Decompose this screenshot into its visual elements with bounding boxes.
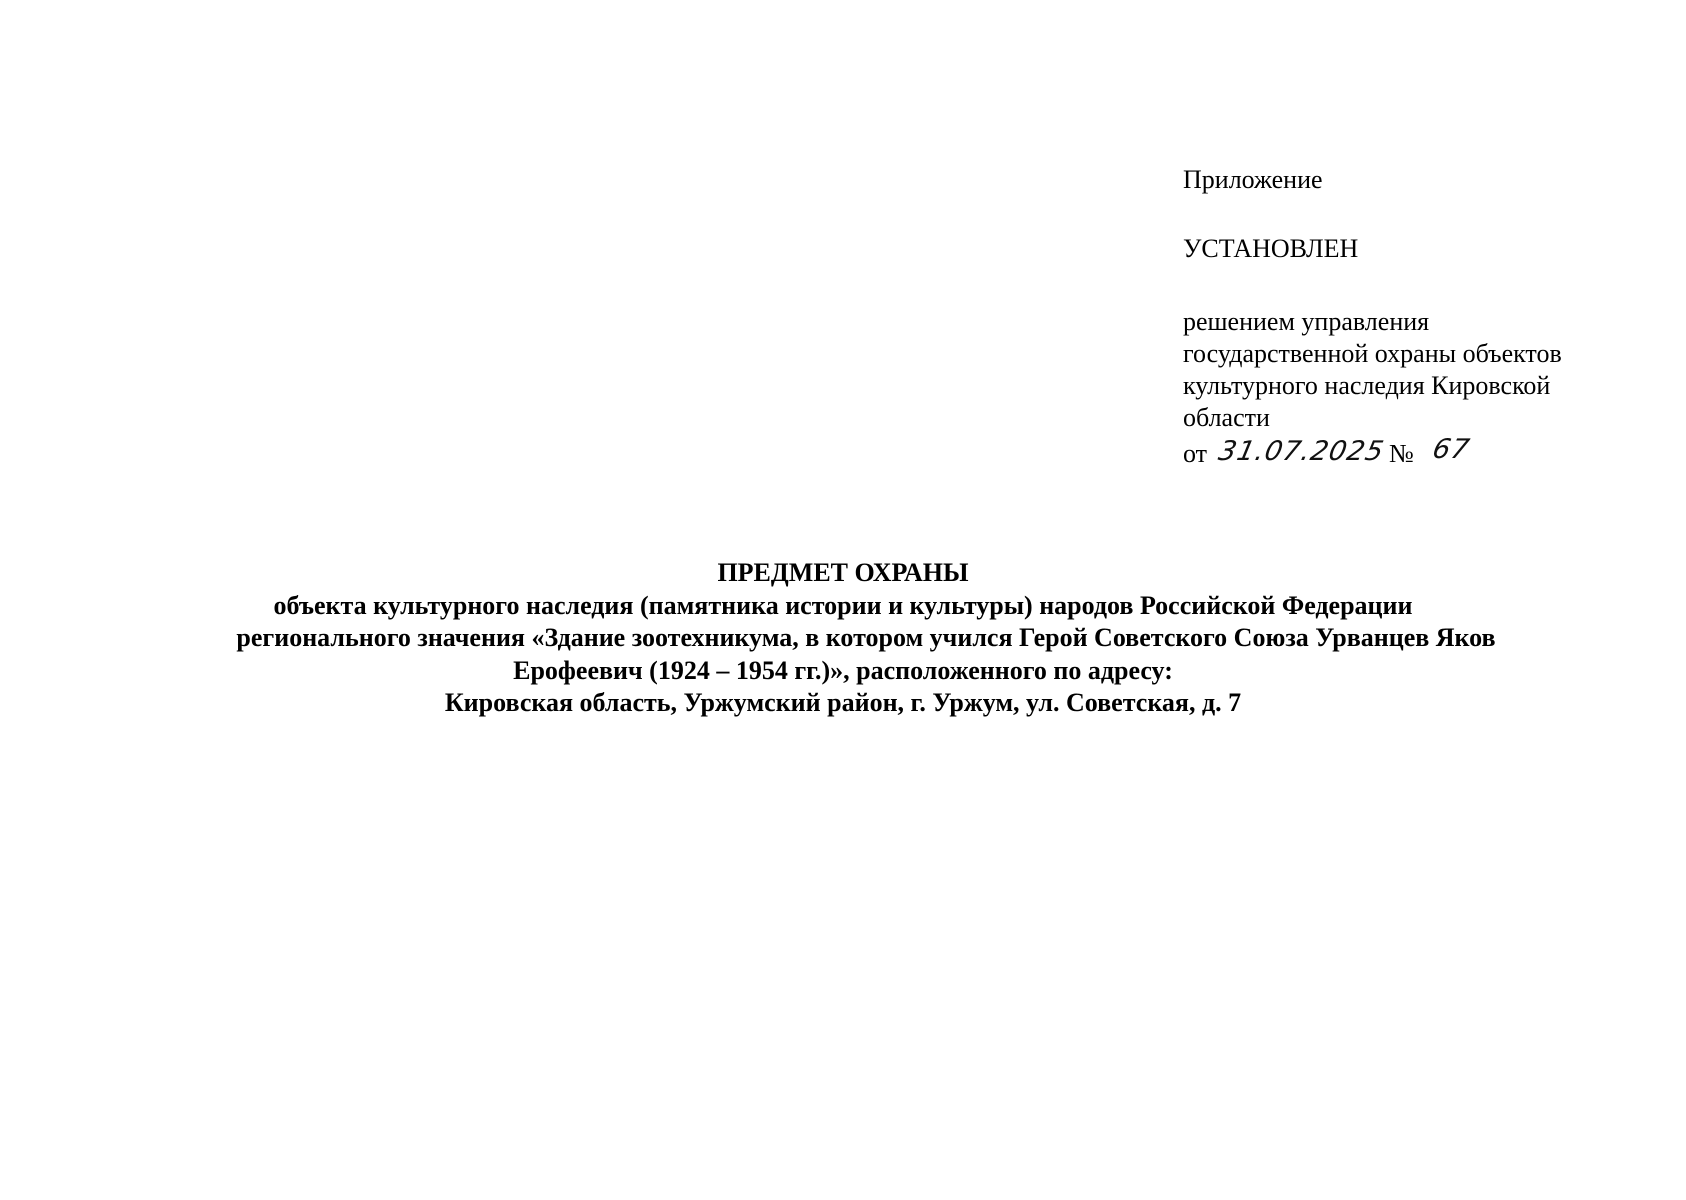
decision-line: области: [1183, 403, 1270, 432]
decision-line: культурного наследия Кировской: [1183, 371, 1551, 400]
address-line: Кировская область, Уржумский район, г. Уржум, ул. Советская, д. 7: [444, 688, 1242, 717]
handwritten-date: 31.07.2025: [1215, 436, 1387, 467]
title-line: регионального значения «Здание зоотехникума, в котором учился Герой Советского Союза Урванцев Яков: [236, 623, 1496, 652]
document-title: [0, 557, 1686, 720]
decision-line: решением управления: [1183, 307, 1430, 336]
established-label: УСТАНОВЛЕН: [1183, 234, 1359, 263]
handwritten-number: 67: [1429, 434, 1473, 465]
decision-text: [1183, 306, 1643, 434]
title-line: Ерофеевич (1924 – 1954 гг.)», расположенного по адресу:: [513, 655, 1173, 685]
appendix-label: Приложение: [1183, 165, 1323, 194]
number-sign: №: [1389, 439, 1414, 468]
date-prefix: от: [1183, 439, 1208, 468]
title-line: объекта культурного наследия (памятника истории и культуры) народов Российской Федерации: [273, 590, 1413, 620]
decision-line: государственной охраны объектов: [1183, 339, 1562, 368]
main-title: ПРЕДМЕТ ОХРАНЫ: [717, 558, 969, 587]
